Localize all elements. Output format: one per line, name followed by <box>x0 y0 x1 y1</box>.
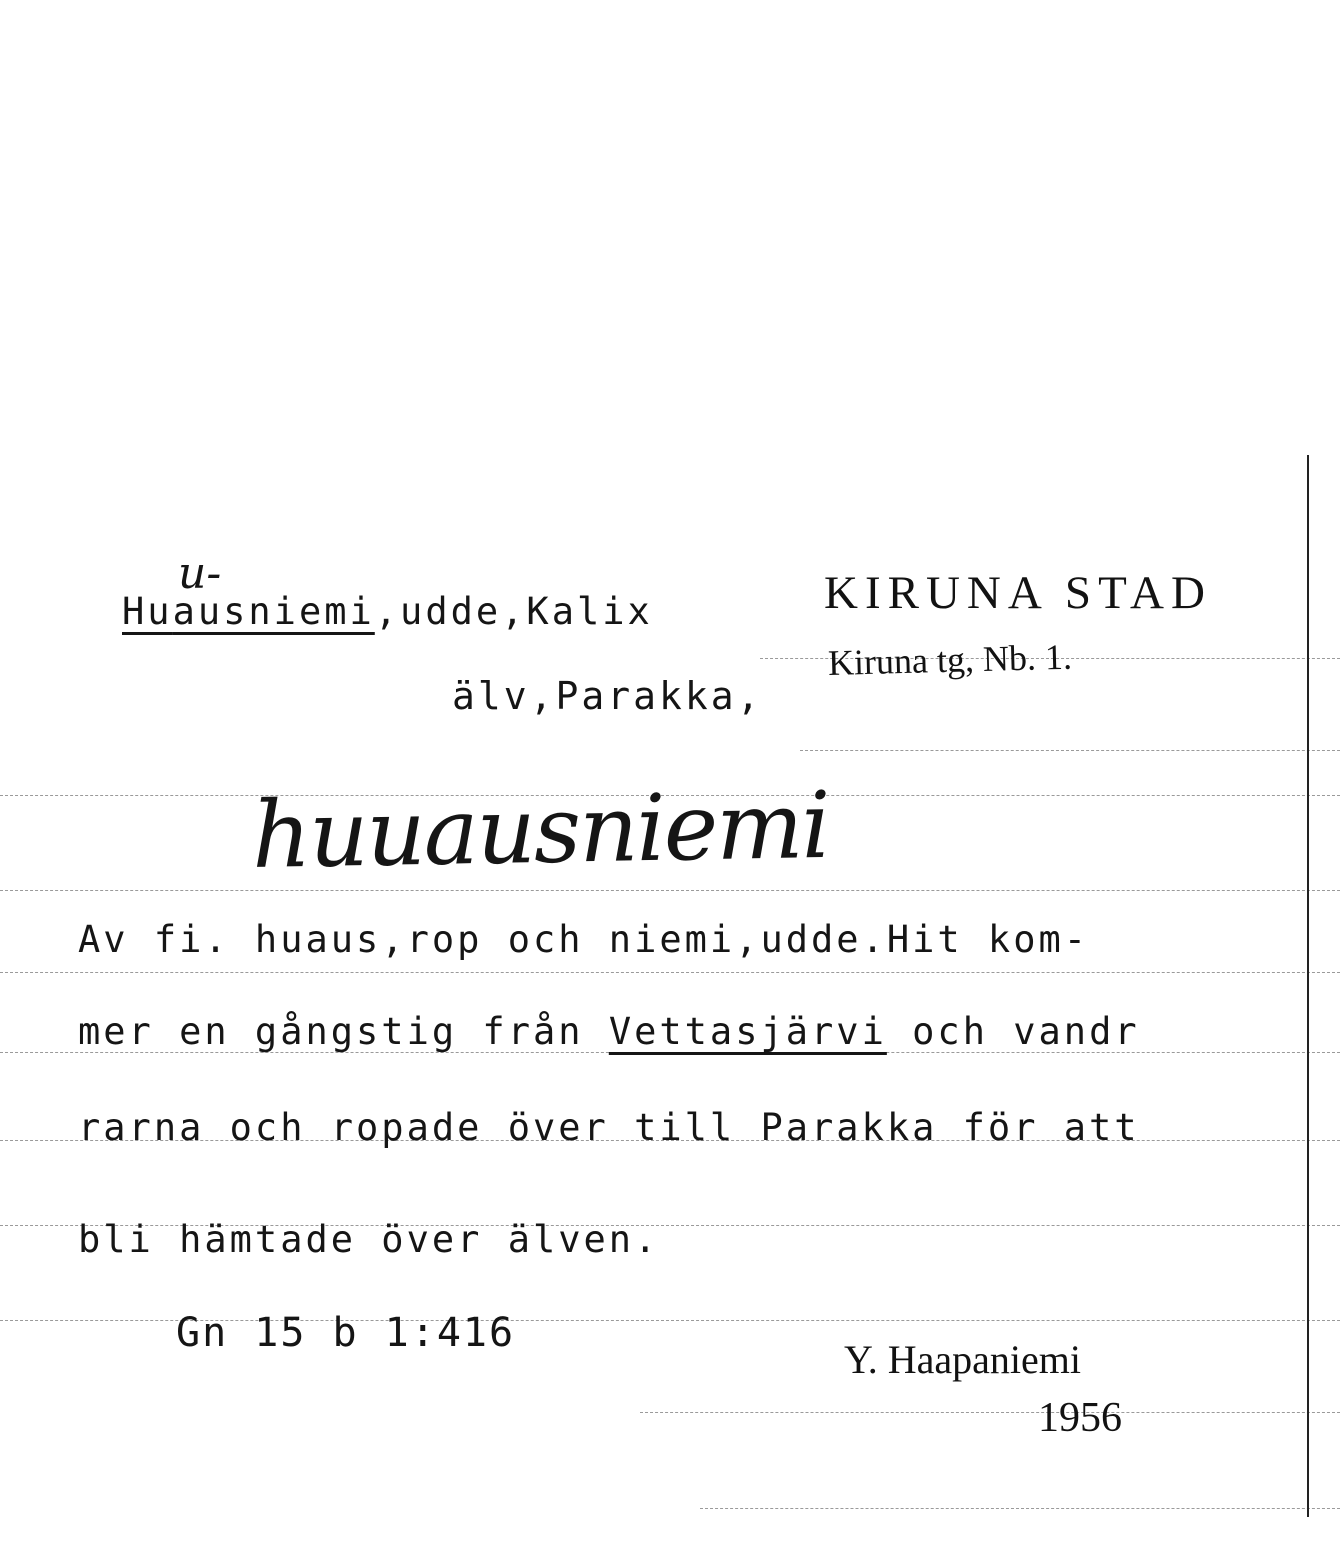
source-reference: Gn 15 b 1:416 <box>176 1310 516 1356</box>
ruling-line <box>700 1508 1340 1509</box>
body-line-3: rarna och ropade över till Parakka för att <box>78 1106 1140 1149</box>
ruling-line <box>800 750 1340 751</box>
handwritten-form: huuausniemi <box>251 771 830 889</box>
body-text: mer en gångstig från <box>78 1010 584 1053</box>
headword-prefix: Hu <box>122 590 173 633</box>
municipality: KIRUNA STAD <box>824 567 1212 619</box>
headword-trailing: ,udde,Kalix <box>374 590 653 633</box>
ruling-line <box>640 1412 1340 1413</box>
headword-line2: älv,Parakka, <box>452 674 763 718</box>
collector: Y. Haapaniemi <box>844 1337 1081 1382</box>
ruling-line <box>0 972 1340 973</box>
body-line-1: Av fi. huaus,rop och niemi,udde.Hit kom- <box>78 918 1090 961</box>
body-place-name: Vettasjärvi <box>608 1010 887 1053</box>
body-line-2 <box>78 1010 1140 1053</box>
headword-correction: u- <box>178 548 222 599</box>
headword <box>122 590 653 633</box>
headword-name: ausniemi <box>172 590 375 633</box>
card-right-edge <box>1307 455 1309 1517</box>
body-text: och vandr <box>912 1010 1140 1053</box>
ruling-line <box>0 890 1340 891</box>
map-reference: Kiruna tg, Nb. 1. <box>827 636 1073 683</box>
year: 1956 <box>1038 1395 1122 1441</box>
body-line-4: bli hämtade över älven. <box>78 1218 660 1261</box>
